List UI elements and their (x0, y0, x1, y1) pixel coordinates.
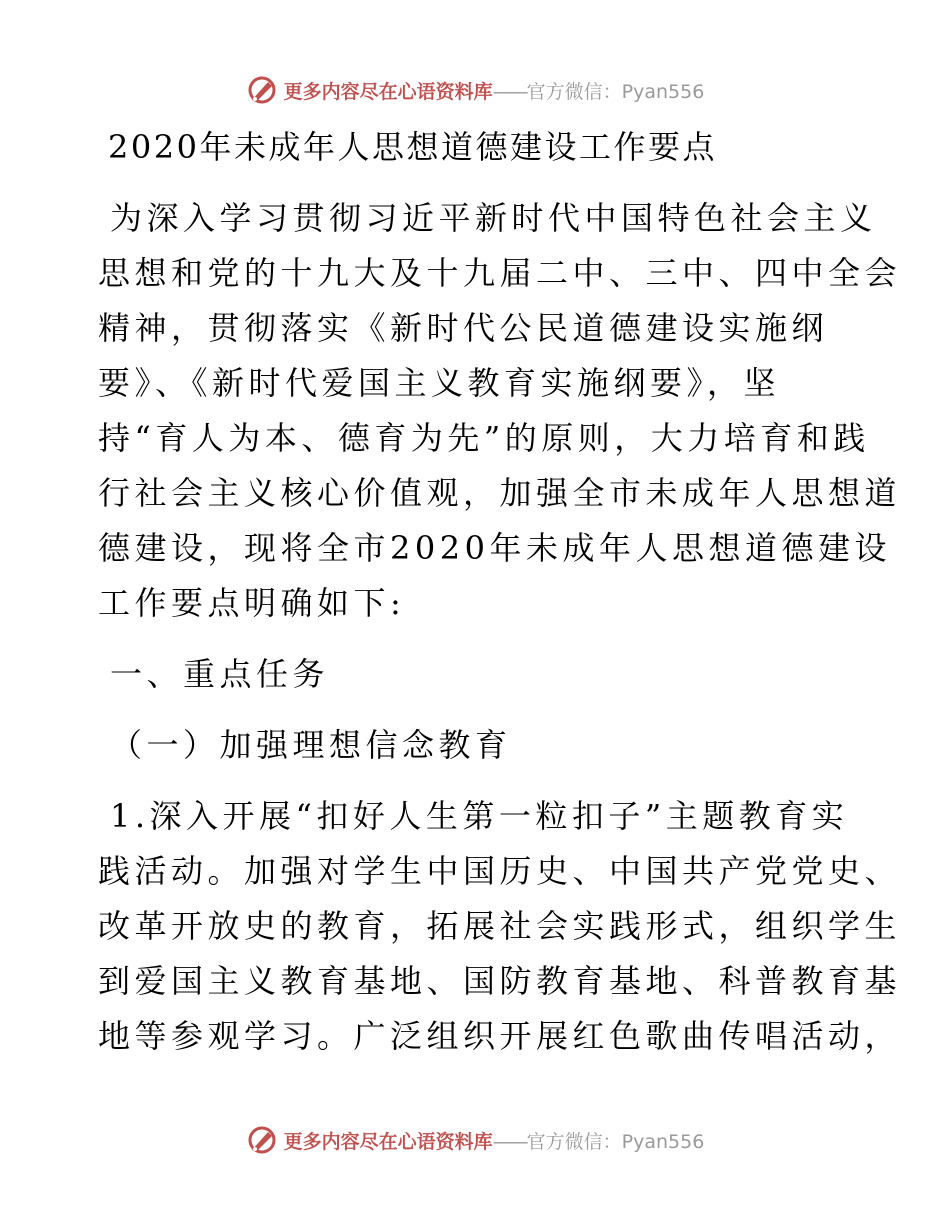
document-body (98, 120, 902, 1064)
banner-contact-text: 官方微信：Pyan556 (526, 80, 705, 103)
banner-brand-text: 更多内容尽在心语资料库 (283, 80, 493, 103)
banner-brand-text: 更多内容尽在心语资料库 (283, 1130, 493, 1153)
intro-line: 行社会主义核心价值观，加强全市未成年人思想道 (98, 474, 902, 512)
banner-separator: —— (492, 1130, 527, 1153)
document-title: 2020年未成年人思想道德建设工作要点 (108, 128, 717, 166)
subsection-heading: （一）加强理想信念教育 (110, 726, 512, 764)
section-heading: 一、重点任务 (110, 655, 330, 693)
item-line: 到爱国主义教育基地、国防教育基地、科普教育基 (98, 962, 902, 1000)
header-watermark-banner (0, 73, 950, 107)
intro-line: 思想和党的十九大及十九届二中、三中、四中全会 (98, 254, 902, 292)
banner-contact (493, 1127, 705, 1154)
pen-circle-icon (246, 74, 278, 106)
intro-line: 持“育人为本、德育为先”的原则，大力培育和践 (98, 419, 870, 457)
intro-line: 精神，贯彻落实《新时代公民道德建设实施纲 (98, 309, 829, 347)
banner-contact-text: 官方微信：Pyan556 (526, 1130, 705, 1153)
intro-line: 德建设，现将全市2020年未成年人思想道德建设 (98, 529, 891, 567)
banner-contact (493, 77, 705, 104)
footer-watermark-banner (0, 1123, 950, 1157)
intro-line: 为深入学习贯彻习近平新时代中国特色社会主义 (110, 199, 877, 237)
intro-line: 要》、《新时代爱国主义教育实施纲要》，坚 (98, 364, 781, 402)
pen-circle-icon (246, 1124, 278, 1156)
item-line: 1.深入开展“扣好人生第一粒扣子”主题教育实 (110, 797, 849, 835)
item-line: 践活动。加强对学生中国历史、中国共产党党史、 (98, 852, 902, 890)
banner-separator: —— (492, 80, 527, 103)
item-line: 改革开放史的教育，拓展社会实践形式，组织学生 (98, 907, 902, 945)
item-line: 地等参观学习。广泛组织开展红色歌曲传唱活动， (98, 1017, 902, 1055)
intro-line: 工作要点明确如下: (98, 584, 406, 622)
